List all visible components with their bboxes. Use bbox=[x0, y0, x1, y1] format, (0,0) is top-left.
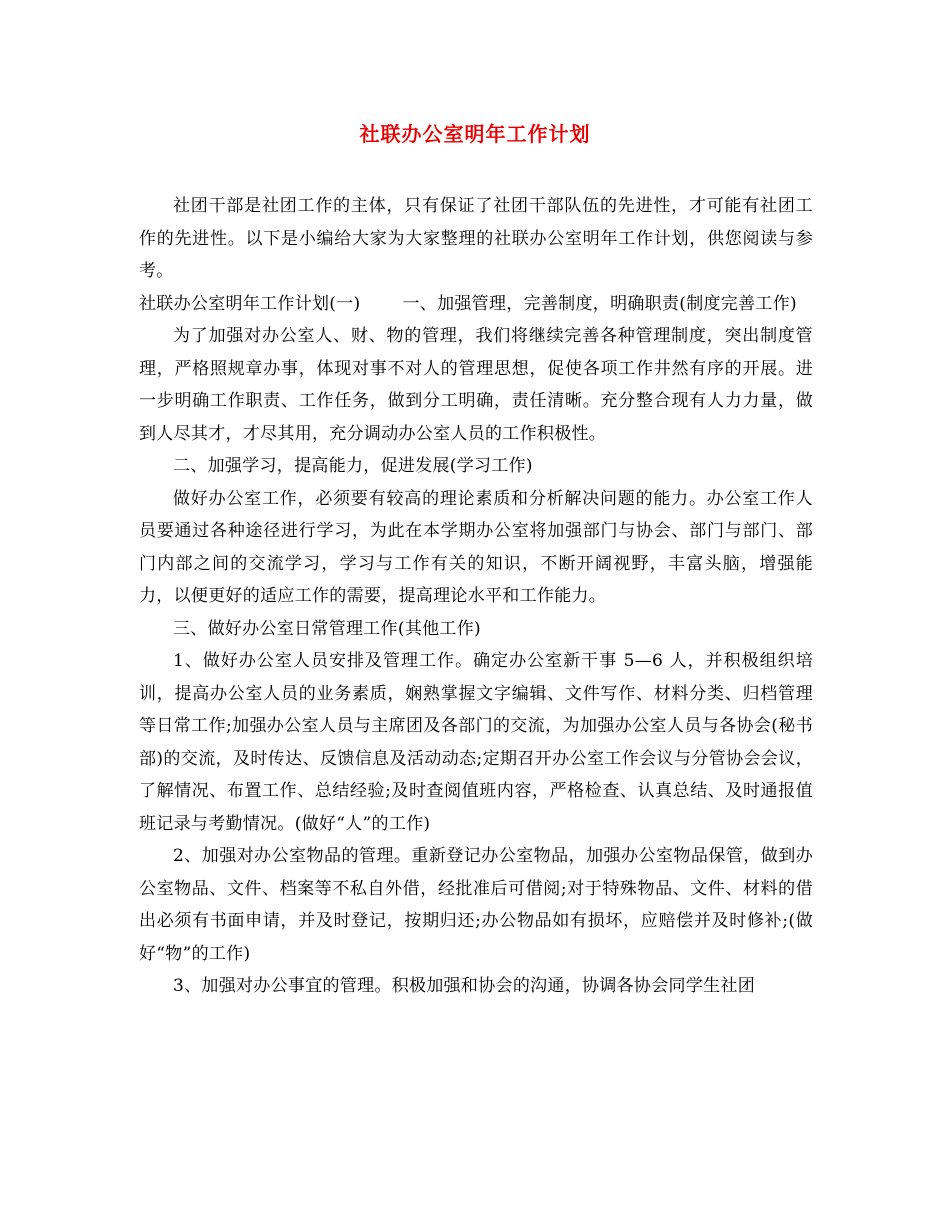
paragraph-item-2: 2、加强对办公室物品的管理。重新登记办公室物品，加强办公室物品保管，做到办公室物品、文件、档案等不私自外借，经批准后可借阅;对于特殊物品、文件、材料的借出必须有书面申请，并及时登记，按期归还;办公物品如有损坏，应赔偿并及时修补;(做好“物”的工作) bbox=[139, 846, 813, 964]
page-title: 社联办公室明年工作计划 bbox=[359, 122, 591, 146]
paragraph-section-two-body: 做好办公室工作，必须要有较高的理论素质和分析解决问题的能力。办公室工作人员要通过各种途径进行学习，为此在本学期办公室将加强部门与协会、部门与部门、部门内部之间的交流学习，学习与工作有关的知识，不断开阔视野，丰富头脑，增强能力，以便更好的适应工作的需要，提高理论水平和工作能力。 bbox=[139, 488, 813, 606]
document-body bbox=[139, 190, 813, 1003]
paragraph-plan-heading bbox=[139, 288, 813, 321]
paragraph-item-1: 1、做好办公室人员安排及管理工作。确定办公室新干事 5—6 人，并积极组织培训，提高办公室人员的业务素质，娴熟掌握文字编辑、文件写作、材料分类、归档管理等日常工作;加强办公室人员与主席团及各部门的交流，为加强办公室人员与各协会(秘书部)的交流，及时传达、反馈信息及活动动态;定期召开办公室工作会议与分管协会会议，了解情况、布置工作、总结经验;及时查阅值班内容，严格检查、认真总结、及时通报值班记录与考勤情况。(做好“人”的工作) bbox=[139, 651, 813, 834]
paragraph-intro: 社团干部是社团工作的主体，只有保证了社团干部队伍的先进性，才可能有社团工作的先进性。以下是小编给大家为大家整理的社联办公室明年工作计划，供您阅读与参考。 bbox=[139, 196, 813, 281]
plan-heading-label: 社联办公室明年工作计划(一) bbox=[139, 293, 361, 314]
paragraph-item-3: 3、加强对办公事宜的管理。积极加强和协会的沟通，协调各协会同学生社团 bbox=[173, 976, 756, 996]
section-one-heading: 一、加强管理，完善制度，明确职责(制度完善工作) bbox=[402, 293, 797, 314]
paragraph-section-one-body: 为了加强对办公室人、财、物的管理，我们将继续完善各种管理制度，突出制度管理，严格照规章办事，体现对事不对人的管理思想，促使各项工作井然有序的开展。进一步明确工作职责、工作任务，做到分工明确，责任清晰。充分整合现有人力力量，做到人尽其才，才尽其用，充分调动办公室人员的工作积极性。 bbox=[139, 326, 813, 444]
paragraph-section-three-heading: 三、做好办公室日常管理工作(其他工作) bbox=[173, 618, 481, 639]
paragraph-section-two-heading: 二、加强学习，提高能力，促进发展(学习工作) bbox=[173, 456, 533, 476]
